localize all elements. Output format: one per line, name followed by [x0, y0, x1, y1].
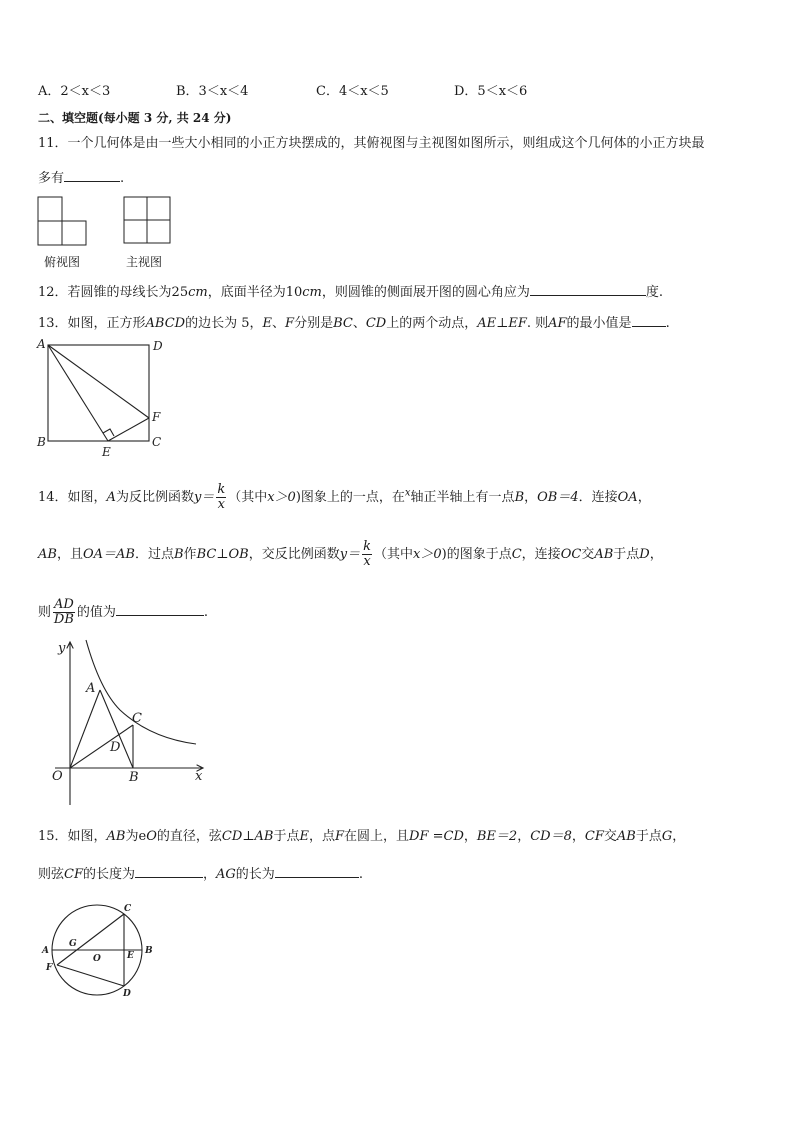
label-b: B [145, 946, 153, 956]
q15-point: G [661, 829, 673, 844]
q15-text: ， [517, 829, 531, 844]
section-heading: 二、填空题(每小题 3 分, 共 24 分) [38, 111, 232, 125]
q14-text: ， [649, 547, 663, 562]
q14-text: 为反比例函数 [115, 490, 194, 505]
q14-point: B [514, 490, 525, 505]
q15-text: 于点 [635, 829, 662, 844]
label-e: E [127, 951, 134, 961]
q15-text: 则弦 [38, 867, 65, 882]
q11-period: . [120, 171, 125, 186]
label-y: y [58, 641, 66, 656]
q15-text: ，点 [308, 829, 335, 844]
q13-text: 、 [352, 316, 366, 331]
q15-perp: CD⊥AB [221, 829, 274, 844]
q14-segment: AB [38, 547, 57, 562]
q14-frac-den: x [217, 497, 225, 512]
label-f: F [152, 410, 161, 424]
q14-ratio-den: DB [53, 612, 74, 627]
q15-text: 15．如图， [38, 829, 107, 844]
label-a: A [42, 946, 49, 956]
q13-segment: AF [548, 316, 567, 331]
q14-text: )的图象于点 [441, 547, 512, 562]
q12-text: 度. [645, 285, 664, 300]
q12-radius: 10 [285, 285, 303, 300]
label-o: O [93, 954, 101, 964]
q15-cd: CD＝8 [530, 829, 572, 844]
front-view-label: 主视图 [126, 255, 163, 269]
chord-cf [57, 914, 124, 965]
q14-text: 则 [38, 605, 52, 620]
q15-text: 的直径，弦 [156, 829, 222, 844]
q15-text: 于点 [273, 829, 300, 844]
q14-frac-num: k [363, 539, 372, 554]
q13-text: 的最小值是 [566, 316, 632, 331]
label-d: D [153, 339, 163, 353]
q14-text: 14．如图， [38, 490, 107, 505]
q12-text: 12．若圆锥的母线长为 [38, 285, 172, 300]
label-g: G [69, 939, 77, 949]
label-d: D [123, 989, 131, 999]
q14-text: 轴正半轴上有一点 [410, 490, 515, 505]
label-o: O [52, 769, 63, 784]
q14-func: y＝ [193, 490, 215, 505]
q13-segment: BC [333, 316, 353, 331]
top-view-label: 俯视图 [44, 255, 81, 269]
q14-segment: AB [594, 547, 614, 562]
q11-text: 多有 [38, 171, 65, 186]
label-c: C [132, 711, 142, 726]
q13-segment: CD [365, 316, 387, 331]
q15-segment: AB [616, 829, 636, 844]
q14-segment: OA [617, 490, 638, 505]
q14-frac-num: k [217, 482, 226, 497]
q12-slant: 25 [171, 285, 189, 300]
q13-text: . 则 [526, 316, 549, 331]
q15-segment: AB [106, 829, 126, 844]
q13-square: ABCD [145, 316, 186, 331]
q15-text: 交 [603, 829, 617, 844]
q14-text: （其中 [228, 490, 268, 505]
q15-text: 为 [125, 829, 139, 844]
option-b: B．3＜x＜4 [176, 84, 249, 99]
q14-text: ，交反比例函数 [248, 547, 340, 562]
q13-point: F [285, 316, 295, 331]
q14-point: A [106, 490, 116, 505]
option-d: D．5＜x＜6 [454, 84, 528, 99]
q14-text: ， [524, 490, 538, 505]
q13-point: E [262, 316, 273, 331]
q13-text: 的边长为 5， [185, 316, 263, 331]
q14-text: ，连接 [521, 547, 561, 562]
q14-text: )图象上的一点，在 [295, 490, 405, 505]
q13-perp: AE⊥EF [477, 316, 527, 331]
label-e: E [102, 445, 111, 459]
q13-text: . [665, 316, 670, 331]
q14-text: ．过点 [134, 547, 174, 562]
q15-text: ， [463, 829, 477, 844]
q15-point: O [146, 829, 157, 844]
q14-text: 作 [183, 547, 197, 562]
q15-segment: AG [216, 867, 236, 882]
q15-text: . [358, 867, 363, 882]
q14-eq: OA＝AB [82, 547, 135, 562]
q13-text: 分别是 [294, 316, 334, 331]
option-a: A．2＜x＜3 [38, 84, 111, 99]
label-d: D [110, 740, 121, 755]
label-a: A [86, 681, 96, 696]
q14-cond: x＞0 [267, 490, 296, 505]
q14-point: C [511, 547, 522, 562]
label-b: B [129, 770, 139, 785]
q11-line1: 11．一个几何体是由一些大小相同的小正方块摆成的，其俯视图与主视图如图所示，则组成这个几何体的小正方块最 [38, 136, 705, 151]
q14-point: D [639, 547, 650, 562]
q14-segment: OC [560, 547, 582, 562]
q13-text: 、 [272, 316, 286, 331]
label-c: C [124, 904, 132, 914]
q14-text: . [203, 605, 208, 620]
q14-text: ．连接 [578, 490, 618, 505]
q14-func: y＝ [339, 547, 361, 562]
option-c: C．4＜x＜5 [316, 84, 389, 99]
q15-circle-symbol: e [138, 829, 147, 844]
q12-text: ，则圆锥的侧面展开图的圆心角应为 [321, 285, 530, 300]
q14-ob: OB＝4 [537, 490, 579, 505]
q14-text: 于点 [613, 547, 640, 562]
label-b: B [37, 435, 46, 449]
q15-text: 在圆上，且 [344, 829, 410, 844]
q14-text: （其中 [374, 547, 414, 562]
q15-text: ， [571, 829, 585, 844]
q15-text: 的长为 [235, 867, 275, 882]
q15-point: E [299, 829, 309, 844]
q15-segment: CF [584, 829, 604, 844]
q14-text: ， [637, 490, 651, 505]
q15-point: F [334, 829, 345, 844]
q12-unit: cm [188, 285, 208, 300]
label-f: F [46, 963, 53, 973]
q14-text: 的值为 [76, 605, 116, 620]
q14-point: B [173, 547, 184, 562]
q15-text: ， [672, 829, 686, 844]
label-a: A [37, 337, 46, 351]
q13-text: 上的两个动点， [386, 316, 478, 331]
q14-x: x [404, 487, 411, 499]
label-c: C [152, 435, 162, 449]
q13-text: 13．如图，正方形 [38, 316, 146, 331]
q15-text: ， [203, 867, 217, 882]
q15-segment: CF [64, 867, 83, 882]
q14-cond: x＞0 [413, 547, 442, 562]
q15-arc-eq: DF =CD [409, 829, 464, 844]
q14-ratio-num: AD [54, 597, 74, 612]
q12-unit: cm [302, 285, 322, 300]
q12-text: ，底面半径为 [207, 285, 286, 300]
q14-frac-den: x [363, 554, 371, 569]
q14-text: 交 [581, 547, 595, 562]
label-x: x [195, 769, 203, 784]
q15-text: 的长度为 [82, 867, 135, 882]
q15-be: BE＝2 [476, 829, 518, 844]
q14-text: ，且 [56, 547, 83, 562]
q14-perp: BC⊥OB [196, 547, 249, 562]
